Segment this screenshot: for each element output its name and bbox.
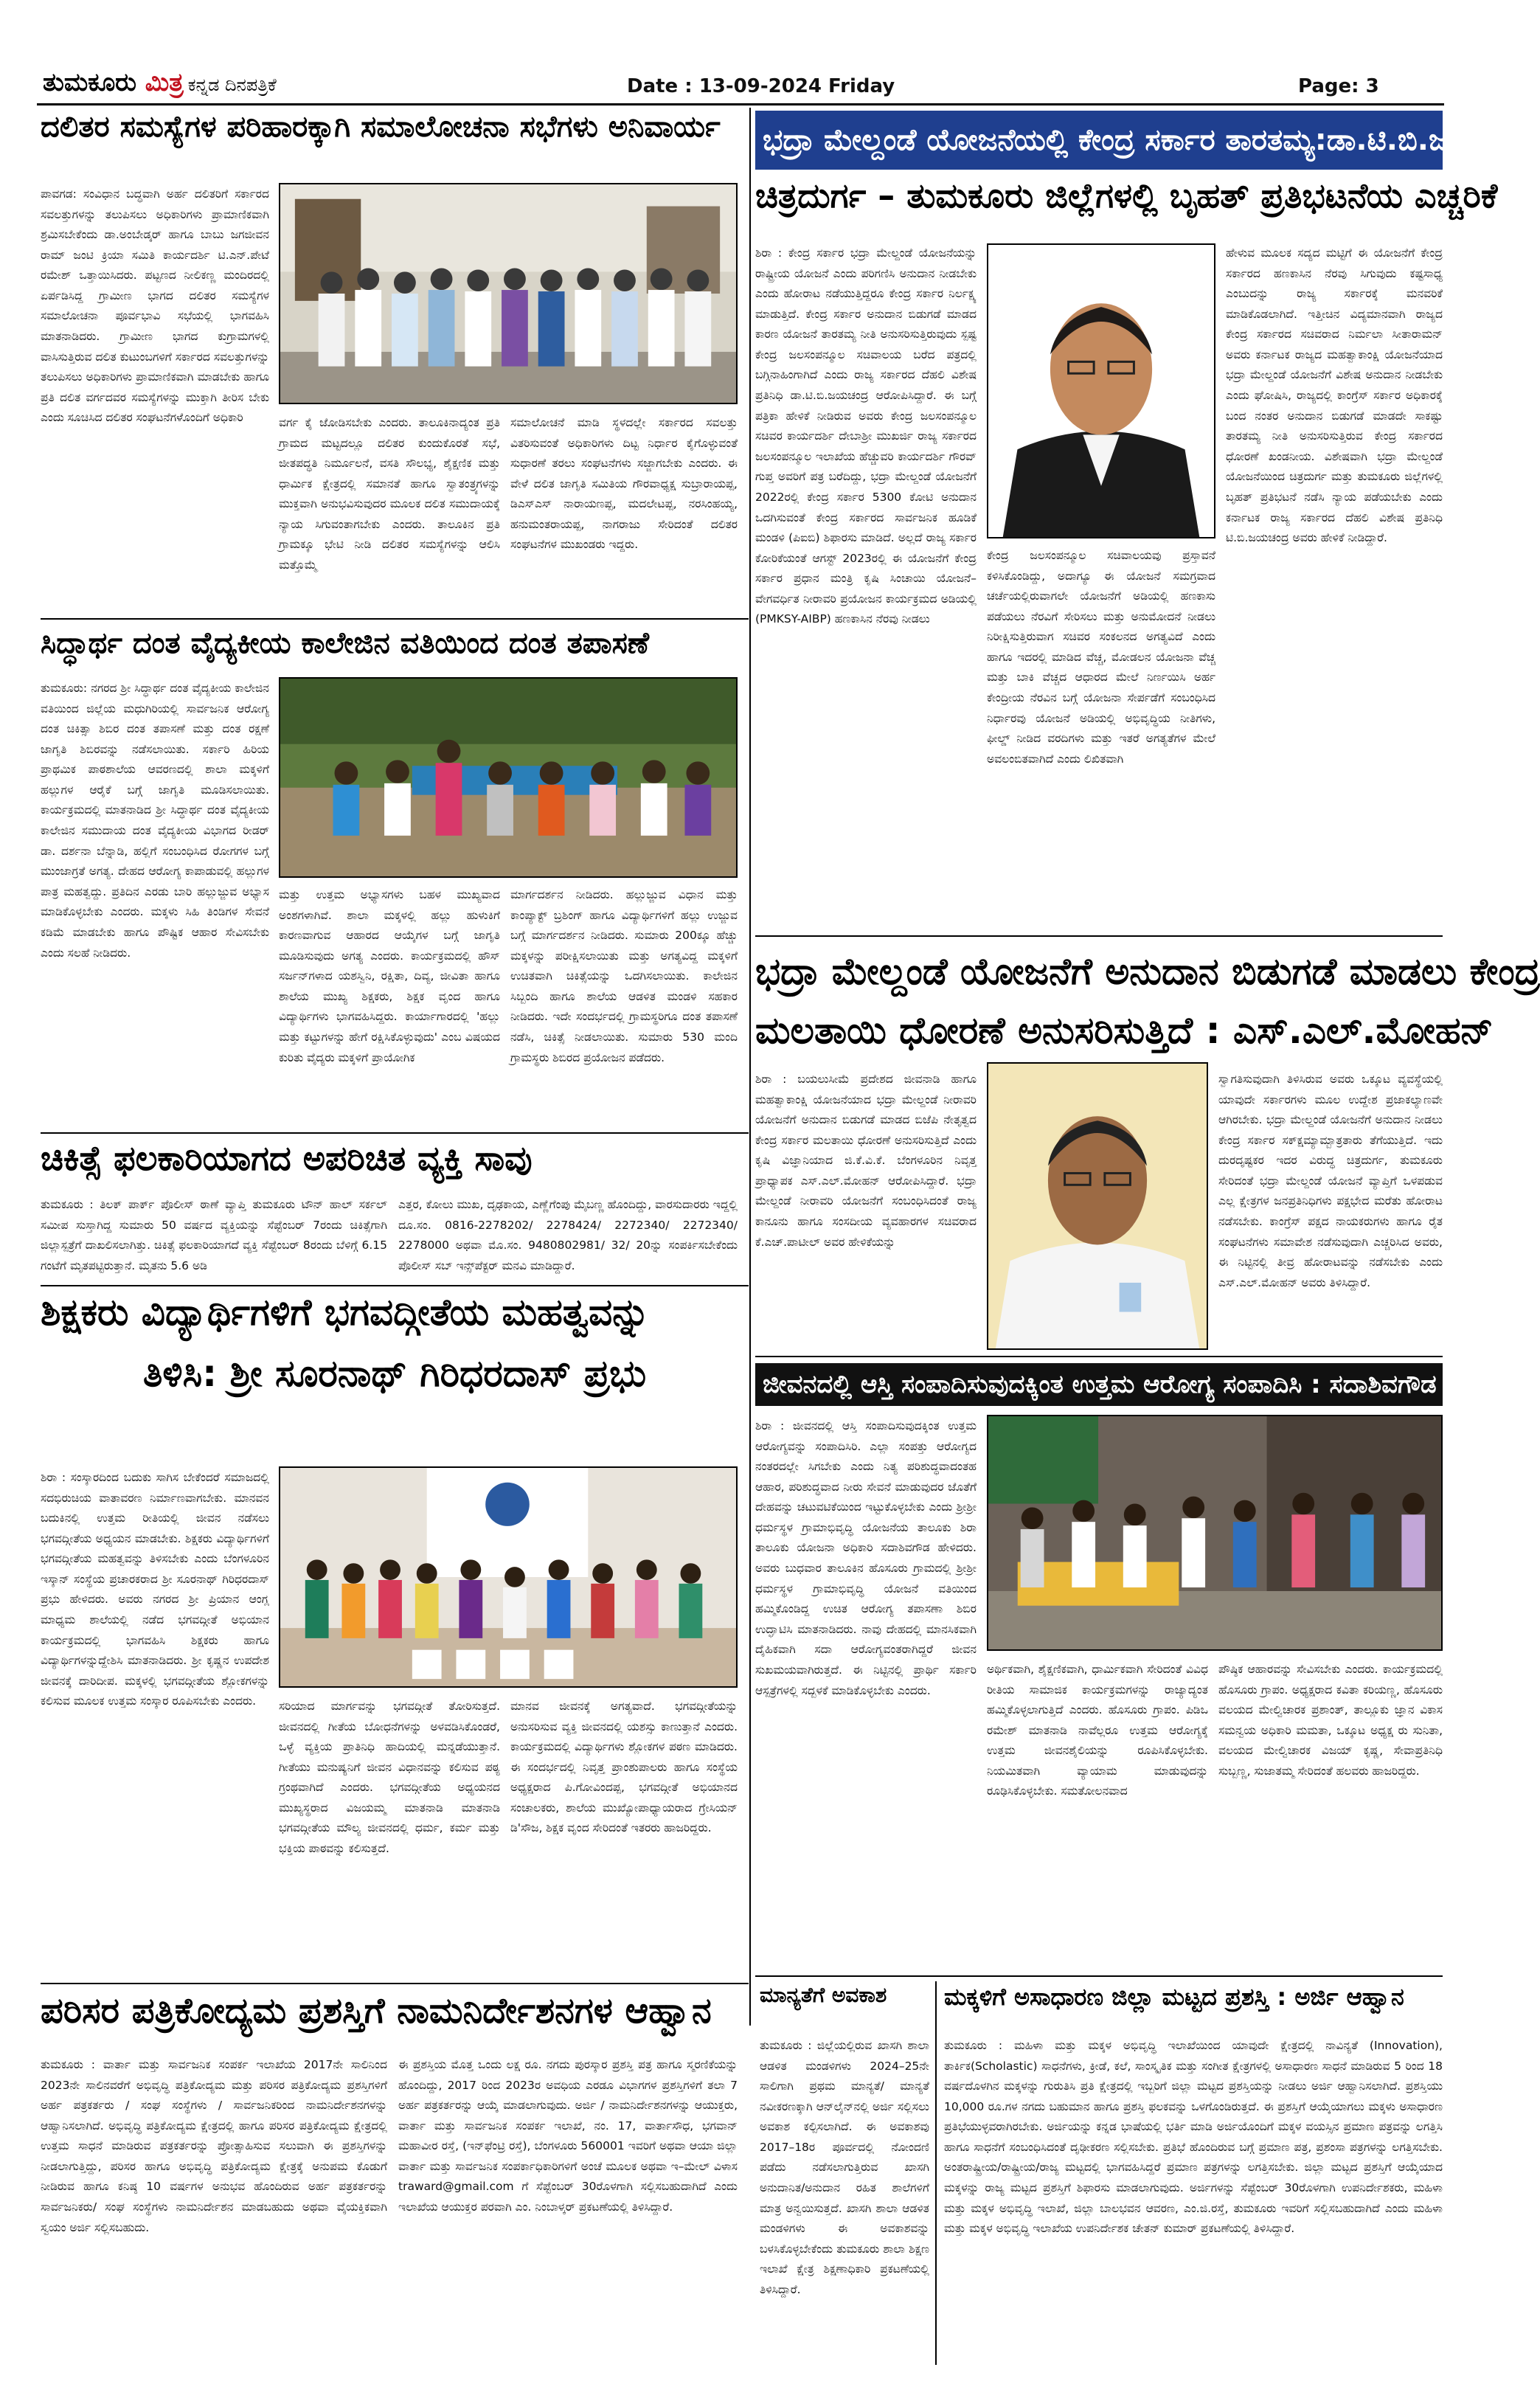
dalit-col1: ಪಾವಗಡ: ಸಂವಿಧಾನ ಬದ್ಧವಾಗಿ ಅರ್ಹ ದಲಿತರಿಗೆ ಸರ್ಕಾರದ ಸವಲತ್ತುಗಳನ್ನು ತಲುಪಿಸಲು ಅಧಿಕಾರಿಗಳು ಪ್ರಾಮಾಣಿಕವಾಗಿ ಶ್ರಮಿಸಬೇಕೆಂದು ಡಾ.ಅಂಬೇಡ್ಕರ್ ಹಾಗೂ ಬಾಬು ಜಗಜೀವನ ರಾಮ್ ಜಂಟಿ ಕ್ರಿಯಾ ಸಮಿತಿ ಕಾರ್ಯದರ್ಶಿ ಟಿ.ಎನ್.ಪೇಟೆ ರಮೇಶ್ ಒತ್ತಾಯಿಸಿದರು. ಪಟ್ಟಣದ ನೀಲಿಕಣ್ಣ ಮಂದಿರದಲ್ಲಿ ಏರ್ಪಡಿಸಿದ್ದ ಗ್ರಾಮೀಣ ಭಾಗದ ದಲಿತರ ಸಮಸ್ಯೆಗಳ ಸಮಾಲೋಚನಾ ಪೂರ್ವಭಾವಿ ಸಭೆಯಲ್ಲಿ ಭಾಗವಹಿಸಿ ಮಾತನಾಡಿದರು. ಗ್ರಾಮೀಣ ಭಾಗದ ಕುಗ್ರಾಮಗಳಲ್ಲಿ ವಾಸಿಸುತ್ತಿರುವ ದಲಿತ ಕುಟುಂಬಗಳಿಗೆ ಸರ್ಕಾರದ ಸವಲತ್ತುಗಳನ್ನು ತಲುಪಿಸಲು ಅಧಿಕಾರಿಗಳು ಪ್ರಾಮಾಣಿಕವಾಗಿ ಮಾಡಬೇಕು ಹಾಗೂ ಪ್ರತಿ ದಲಿತ ವರ್ಗದವರ ಸಮಸ್ಯೆಗಳನ್ನು ಮುಕ್ತಾಗಿ ತೀರಿಸ ಬೇಕು ಎಂದು ಸೂಚಿಸಿದ ದಲಿತರ ಸಂಘಟನೆಗಳೊಂದಿಗೆ ಅಧಿಕಾರಿ [41, 187, 269, 425]
gita-headline-line2: ತಿಳಿಸಿ: ಶ್ರೀ ಸೂರನಾಥ್ ಗಿರಿಧರದಾಸ್ ಪ್ರಭು [142, 1352, 647, 1395]
bhadra-top-kicker: ಭದ್ರಾ ಮೇಲ್ದಂಡೆ ಯೋಜನೆಯಲ್ಲಿ ಕೇಂದ್ರ ಸರ್ಕಾರ ತಾರತಮ್ಯ:ಡಾ.ಟಿ.ಬಿ.ಜಯಚಂದ್ರ [755, 111, 1443, 170]
death-col2: ಎತ್ತರ, ಕೋಲು ಮುಖ, ದೃಢಕಾಯ, ಎಣ್ಣೆಗೆಂಪು ಮೈಬಣ್ಣ ಹೊಂದಿದ್ದು, ವಾರಸುದಾರರು ಇದ್ದಲ್ಲಿ ದೂ.ಸಂ. 0816-2278202/ 2278424/ 2272340/ 2272340/ 2278000 ಅಥವಾ ಮೊ.ಸಂ. 9480802981/ 32/ 20ನ್ನು ಸಂಪರ್ಕಿಸಬೇಕೆಂದು ಪೊಲೀಸ್ ಸಬ್ ಇನ್ಸ್‌ಪೆಕ್ಟರ್ ಮನವಿ ಮಾಡಿದ್ದಾರೆ. [398, 1198, 738, 1272]
issue-date: Date : 13-09-2024 Friday [627, 75, 895, 97]
column-divider [749, 108, 751, 2026]
journalism-col2: ಈ ಪ್ರಶಸ್ತಿಯ ಮೊತ್ತ ಒಂದು ಲಕ್ಷ ರೂ. ನಗದು ಪುರಸ್ಕಾರ ಪ್ರಶಸ್ತಿ ಪತ್ರ ಹಾಗೂ ಸ್ಮರಣಿಕೆಯನ್ನು ಹೊಂದಿದ್ದು, 2017 ರಿಂದ 2023ರ ಅವಧಿಯ ಎರಡೂ ವಿಭಾಗಗಳ ಪ್ರಶಸ್ತಿಗಳಿಗೆ ತಲಾ 7 ಅರ್ಹ ಪತ್ರಕರ್ತರನ್ನು ಆಯ್ಕೆ ಮಾಡಲಾಗುವುದು. ಅರ್ಜಿ / ನಾಮನಿರ್ದೇಶನಗಳನ್ನು ಆಯುಕ್ತರು, ವಾರ್ತಾ ಮತ್ತು ಸಾರ್ವಜನಿಕ ಸಂಪರ್ಕ ಇಲಾಖೆ, ನಂ. 17, ವಾರ್ತಾಸೌಧ, ಭಗವಾನ್ ಮಹಾವೀರ ರಸ್ತೆ, (ಇನ್‌ಫೆಂಟ್ರಿ ರಸ್ತೆ), ಬೆಂಗಳೂರು 560001 ಇವರಿಗೆ ಅಥವಾ ಆಯಾ ಜಿಲ್ಲಾ ವಾರ್ತಾ ಮತ್ತು ಸಾರ್ವಜನಿಕ ಸಂಪರ್ಕಾಧಿಕಾರಿಗಳಿಗೆ ಅಂಚೆ ಮೂಲಕ ಅಥವಾ ಇ–ಮೇಲ್ ವಿಳಾಸ traward@gmail.com ಗೆ ಸೆಪ್ಟೆಂಬರ್ 30ರೊಳಗಾಗಿ ಸಲ್ಲಿಸಬಹುದಾಗಿದೆ ಎಂದು ಇಲಾಖೆಯ ಆಯುಕ್ತರ ಪರವಾಗಿ ಎಂ. ನಿಂಬಾಳ್ಕರ್ ಪ್ರಕಟಣೆಯಲ್ಲಿ ತಿಳಿಸಿದ್ದಾರೆ. [398, 2058, 738, 2214]
divider [41, 618, 749, 620]
bhadra-mid-col2: ಸ್ವಾಗತಿಸುವುದಾಗಿ ತಿಳಿಸಿರುವ ಅವರು ಒಕ್ಕೂಟ ವ್ಯವಸ್ಥೆಯಲ್ಲಿ ಯಾವುದೇ ಸರ್ಕಾರಗಳು ಮೂಲ ಉದ್ದೇಶ ಪ್ರಜಾಕಲ್ಯಾಣವೇ ಆಗಿರಬೇಕು. ಭದ್ರಾ ಮೇಲ್ದಂಡೆ ಯೋಜನೆಗೆ ಅನುದಾನ ನೀಡಲು ಕೇಂದ್ರ ಸರ್ಕಾರ ಸಕ್ಕ್ಷಮ್ಯಾಮ್ಬಾತ್ರತಾರು ತೆಗೆಯುತ್ತಿದೆ. ಇದು ದುರದೃಷ್ಟಕರ ಇದರ ವಿರುದ್ಧ ಚಿತ್ರದುರ್ಗ, ತುಮಕೂರು ಸೇರಿದಂತೆ ಭದ್ರಾ ಮೇಲ್ದಂಡೆ ಯೋಜನೆ ವ್ಯಾಪ್ತಿಗೆ ಒಳಪಡುವ ಎಲ್ಲ ಕ್ಷೇತ್ರಗಳ ಜನಪ್ರತಿನಿಧಿಗಳು ಪಕ್ಷಭೇದ ಮರೆತು ಹೋರಾಟ ನಡೆಸಬೇಕು. ಕಾಂಗ್ರೆಸ್ ಪಕ್ಷದ ನಾಯಕರುಗಳು ಹಾಗೂ ರೈತ ಸಂಘಟನೆಗಳು ಸಮಾವೇಶ ನಡೆಸುವುದಾಗಿ ಎಚ್ಚರಿಸಿದ ಅವರು, ಈ ನಿಟ್ಟಿನಲ್ಲಿ ತೀವ್ರ ಹೋರಾಟವನ್ನು ನಡೆಸಬೇಕು ಎಂದು ಎಸ್.ಎಲ್.ಮೋಹನ್ ಅವರು ತಿಳಿಸಿದ್ದಾರೆ. [1218, 1073, 1443, 1289]
journalism-col1: ತುಮಕೂರು : ವಾರ್ತಾ ಮತ್ತು ಸಾರ್ವಜನಿಕ ಸಂಪರ್ಕ ಇಲಾಖೆಯ 2017ನೇ ಸಾಲಿನಿಂದ 2023ನೇ ಸಾಲಿನವರೆಗೆ ಅಭಿವೃದ್ಧಿ ಪತ್ರಿಕೋದ್ಯಮ ಮತ್ತು ಪರಿಸರ ಪತ್ರಿಕೋದ್ಯಮ ಪ್ರಶಸ್ತಿಗಳಿಗೆ ಅರ್ಹ ಪತ್ರಕರ್ತರು / ಸಂಘ ಸಂಸ್ಥೆಗಳು / ಸಾರ್ವಜನಿಕರಿಂದ ನಾಮನಿರ್ದೇಶನಗಳನ್ನು ಆಹ್ವಾನಿಸಲಾಗಿದೆ. ಅಭಿವೃದ್ಧಿ ಪತ್ರಿಕೋದ್ಯಮ ಕ್ಷೇತ್ರದಲ್ಲಿ ಹಾಗೂ ಪರಿಸರ ಪತ್ರಿಕೋದ್ಯಮ ಕ್ಷೇತ್ರದಲ್ಲಿ ಉತ್ತಮ ಸಾಧನೆ ಮಾಡಿರುವ ಪತ್ರಕರ್ತರನ್ನು ಪ್ರೋತ್ಸಾಹಿಸುವ ಸಲುವಾಗಿ ಈ ಪ್ರಶಸ್ತಿಗಳನ್ನು ನೀಡಲಾಗುತ್ತಿದ್ದು, ಪರಿಸರ ಹಾಗೂ ಅಭಿವೃದ್ಧಿ ಪತ್ರಿಕೋದ್ಯಮ ಕ್ಷೇತ್ರಕ್ಕೆ ಅನುಪಮ ಕೊಡುಗೆ ನೀಡಿರುವ ಹಾಗೂ ಕನಿಷ್ಠ 10 ವರ್ಷಗಳ ಅನುಭವ ಹೊಂದಿರುವ ಅರ್ಹ ಪತ್ರಕರ್ತರನ್ನು ಸಾರ್ವಜನಿಕರು/ ಸಂಘ ಸಂಸ್ಥೆಗಳು ನಾಮನಿರ್ದೇಶನ ಮಾಡಬಹುದು ಅಥವಾ ವೈಯಕ್ತಿಕವಾಗಿ ಸ್ವಯಂ ಅರ್ಜಿ ಸಲ್ಲಿಸಬಹುದು. [41, 2058, 387, 2234]
divider [755, 1356, 1443, 1357]
dalit-col2: ವರ್ಗ ಕೈ ಜೋಡಿಸಬೇಕು ಎಂದರು. ತಾಲೂಕಿನಾದ್ಯಂತ ಪ್ರತಿ ಗ್ರಾಮದ ಮಟ್ಟದಲ್ಲೂ ದಲಿತರ ಕುಂದುಕೊರತೆ ಸಭೆ, ಜೀತಪದ್ಧತಿ ನಿರ್ಮೂಲನೆ, ವಸತಿ ಸೌಲಭ್ಯ, ಶೈಕ್ಷಣಿಕ ಮತ್ತು ಧಾರ್ಮಿಕ ಕ್ಷೇತ್ರದಲ್ಲಿ ಸಮಾನತೆ ಹಾಗೂ ಸ್ವಾತಂತ್ರ್ಯಗಳನ್ನು ಮುಕ್ತವಾಗಿ ಅನುಭವಿಸುವುದರ ಮೂಲಕ ದಲಿತ ಸಮುದಾಯಕ್ಕೆ ನ್ಯಾಯ ಸಿಗುವಂತಾಗಬೇಕು ಎಂದರು. ತಾಲೂಕಿನ ಪ್ರತಿ ಗ್ರಾಮಕ್ಕೂ ಭೇಟಿ ನೀಡಿ ದಲಿತರ ಸಮಸ್ಯೆಗಳನ್ನು ಆಲಿಸಿ ಮತ್ತೊಮ್ಮೆ [279, 416, 500, 572]
bhadra-mid-col1: ಶಿರಾ : ಬಯಲುಸೀಮೆ ಪ್ರದೇಶದ ಜೀವನಾಡಿ ಹಾಗೂ ಮಹತ್ವಾಕಾಂಕ್ಷಿ ಯೋಜನೆಯಾದ ಭದ್ರಾ ಮೇಲ್ದಂಡೆ ನೀರಾವರಿ ಯೋಜನೆಗೆ ಅನುದಾನ ಬಿಡುಗಡೆ ಮಾಡದ ಬಿಜೆಪಿ ನೇತೃತ್ವದ ಕೇಂದ್ರ ಸರ್ಕಾರ ಮಲತಾಯಿ ಧೋರಣೆ ಅನುಸರಿಸುತ್ತಿದೆ ಎಂದು ಕೃಷಿ ವಿಜ್ಞಾನಿಯಾದ ಜಿ.ಕೆ.ವಿ.ಕೆ. ಬೆಂಗಳೂರಿನ ನಿವೃತ್ತ ಪ್ರಾಧ್ಯಾಪಕ ಎಸ್.ಎಲ್.ಮೋಹನ್ ಆರೋಪಿಸಿದ್ದಾರೆ. ಭದ್ರಾ ಮೇಲ್ದಂಡೆ ನೀರಾವರಿ ಯೋಜನೆಗೆ ಸಂಬಂಧಿಸಿದಂತೆ ರಾಜ್ಯ ಕಾನೂನು ಹಾಗೂ ಸಂಸದೀಯ ವ್ಯವಹಾರಗಳ ಸಚಿವರಾದ ಕೆ.ಎಚ್.ಪಾಟೀಲ್ ಅವರ ಹೇಳಿಕೆಯನ್ನು [755, 1073, 977, 1249]
dalit-col3: ಸಮಾಲೋಚನೆ ಮಾಡಿ ಸ್ಥಳದಲ್ಲೇ ಸರ್ಕಾರದ ಸವಲತ್ತು ವಿತರಿಸುವಂತೆ ಅಧಿಕಾರಿಗಳು ದಿಟ್ಟ ನಿರ್ಧಾರ ಕೈಗೊಳ್ಳುವಂತೆ ಸುಧಾರಣೆ ತರಲು ಸಂಘಟನೆಗಳು ಸಜ್ಜಾಗಬೇಕು ಎಂದರು. ಈ ವೇಳೆ ದಲಿತ ಜಾಗೃತಿ ಸಮಿತಿಯ ಗೌರವಾಧ್ಯಕ್ಷ ಸುಬ್ರಾರಾಯಪ್ಪ, ಡಿಎಸ್ಎಸ್ ನಾರಾಯಣಪ್ಪ, ಮದಲೇಟಪ್ಪ, ನರಸಿಂಹಯ್ಯ, ಹನುಮಂತರಾಯಪ್ಪ, ನಾಗರಾಜು ಸೇರಿದಂತೆ ದಲಿತರ ಸಂಘಟನೆಗಳ ಮುಖಂಡರು ಇದ್ದರು. [510, 416, 738, 552]
award-headline: ಮಕ್ಕಳಿಗೆ ಅಸಾಧಾರಣ ಜಿಲ್ಲಾ ಮಟ್ಟದ ಪ್ರಶಸ್ತಿ : ಅರ್ಜಿ ಆಹ್ವಾನ [944, 1983, 1404, 2011]
dental-col3: ಮಾರ್ಗದರ್ಶನ ನೀಡಿದರು. ಹಲ್ಲುಜ್ಜುವ ವಿಧಾನ ಮತ್ತು ಕಾಂಪ್ಯಾಕ್ಟ್ ಬ್ರಶಿಂಗ್ ಹಾಗೂ ವಿದ್ಯಾರ್ಥಿಗಳಿಗೆ ಹಲ್ಲು ಉಜ್ಜುವ ಬಗ್ಗೆ ಮಾರ್ಗದರ್ಶನ ನೀಡಿದರು. ಸುಮಾರು 200ಕ್ಕೂ ಹೆಚ್ಚು ಮಕ್ಕಳನ್ನು ಪರೀಕ್ಷಿಸಲಾಯಿತು ಮತ್ತು ಅಗತ್ಯವಿದ್ದ ಮಕ್ಕಳಿಗೆ ಉಚಿತವಾಗಿ ಚಿಕಿತ್ಸೆಯನ್ನು ಒದಗಿಸಲಾಯಿತು. ಕಾಲೇಜಿನ ಸಿಬ್ಬಂದಿ ಹಾಗೂ ಶಾಲೆಯ ಆಡಳಿತ ಮಂಡಳಿ ಸಹಕಾರ ನೀಡಿದರು. ಇದೇ ಸಂದರ್ಭದಲ್ಲಿ ಗ್ರಾಮಸ್ಥರಿಗೂ ದಂತ ತಪಾಸಣೆ ನಡೆಸಿ, ಚಿಕಿತ್ಸೆ ನೀಡಲಾಯಿತು. ಸುಮಾರು 530 ಮಂದಿ ಗ್ರಾಮಸ್ಥರು ಶಿಬಿರದ ಪ್ರಯೋಜನ ಪಡೆದರು. [510, 888, 738, 1064]
health-camp-photo [987, 1415, 1443, 1651]
journalism-headline: ಪರಿಸರ ಪತ್ರಿಕೋದ್ಯಮ ಪ್ರಶಸ್ತಿಗೆ ನಾಮನಿರ್ದೇಶನಗಳ ಆಹ್ವಾನ [41, 1990, 712, 2031]
masthead-subtitle: ಕನ್ನಡ ದಿನಪತ್ರಿಕೆ [187, 75, 277, 95]
health-col2: ಅರ್ಥಿಕವಾಗಿ, ಶೈಕ್ಷಣಿಕವಾಗಿ, ಧಾರ್ಮಿಕವಾಗಿ ಸೇರಿದಂತೆ ವಿವಿಧ ರೀತಿಯ ಸಾಮಾಜಿಕ ಕಾರ್ಯಕ್ರಮಗಳನ್ನು ರಾಜ್ಯಾದ್ಯಂತ ಹಮ್ಮಿಕೊಳ್ಳಲಾಗುತ್ತಿದೆ ಎಂದರು. ಹೊಸೂರು ಗ್ರಾಪಂ. ಪಿಡಿಒ ರಮೇಶ್ ಮಾತನಾಡಿ ನಾವೆಲ್ಲರೂ ಉತ್ತಮ ಆರೋಗ್ಯಕ್ಕೆ ಉತ್ತಮ ಜೀವನಶೈಲಿಯನ್ನು ರೂಪಿಸಿಕೊಳ್ಳಬೇಕು. ನಿಯಮಿತವಾಗಿ ವ್ಯಾಯಾಮ ಮಾಡುವುದನ್ನು ರೂಢಿಸಿಕೊಳ್ಳಬೇಕು. ಸಮತೋಲನವಾದ [987, 1663, 1208, 1798]
dental-col2: ಮತ್ತು ಉತ್ತಮ ಅಭ್ಯಾಸಗಳು ಬಹಳ ಮುಖ್ಯವಾದ ಅಂಶಗಳಾಗಿವೆ. ಶಾಲಾ ಮಕ್ಕಳಲ್ಲಿ ಹಲ್ಲು ಹುಳುಕಿಗೆ ಕಾರಣವಾಗುವ ಆಹಾರದ ಆಯ್ಕೆಗಳ ಬಗ್ಗೆ ಜಾಗೃತಿ ಮೂಡಿಸುವುದು ಅಗತ್ಯ ಎಂದರು. ಕಾರ್ಯಕ್ರಮದಲ್ಲಿ ಹೌಸ್ ಸರ್ಜನ್‌ಗಳಾದ ಯಶಸ್ವಿನಿ, ರಕ್ಷಿತಾ, ದಿವ್ಯ, ಜೀವಿತಾ ಹಾಗೂ ಶಾಲೆಯ ಮುಖ್ಯ ಶಿಕ್ಷಕರು, ಶಿಕ್ಷಕ ವೃಂದ ಹಾಗೂ ವಿದ್ಯಾರ್ಥಿಗಳು ಭಾಗವಹಿಸಿದ್ದರು. ಕಾರ್ಯಾಗಾರದಲ್ಲಿ 'ಹಲ್ಲು ಮತ್ತು ಕಟ್ಟುಗಳನ್ನು ಹೇಗೆ ರಕ್ಷಿಸಿಕೊಳ್ಳುವುದು' ಎಂಬ ವಿಷಯದ ಕುರಿತು ವೈದ್ಯರು ಮಕ್ಕಳಿಗೆ ಪ್ರಾಯೋಗಿಕ [279, 888, 500, 1064]
page-number: Page: 3 [1298, 75, 1379, 97]
gita-col3: ಮಾನವ ಜೀವನಕ್ಕೆ ಅಗತ್ಯವಾದೆ. ಭಗವದ್ಗೀತೆಯನ್ನು ಅನುಸರಿಸುವ ವ್ಯಕ್ತಿ ಜೀವನದಲ್ಲಿ ಯಶಸ್ಸು ಕಾಣುತ್ತಾನೆ ಎಂದರು. ಕಾರ್ಯಕ್ರಮದಲ್ಲಿ ವಿದ್ಯಾರ್ಥಿಗಳು ಶ್ಲೋಕಗಳ ಪಠಣ ಮಾಡಿದರು. ಈ ಸಂದರ್ಭದಲ್ಲಿ ನಿವೃತ್ತ ಪ್ರಾಂಶುಪಾಲರು ಹಾಗೂ ಸಂಸ್ಥೆಯ ಅಧ್ಯಕ್ಷರಾದ ಪಿ.ಗೋವಿಂದಪ್ಪ, ಭಗವದ್ಗೀತೆ ಅಭಿಯಾನದ ಸಂಚಾಲಕರು, ಶಾಲೆಯ ಮುಖ್ಯೋಪಾಧ್ಯಾಯರಾದ ಗ್ರೇಸಿಯನ್ ಡಿ'ಸೌಜ, ಶಿಕ್ಷಕ ವೃಂದ ಸೇರಿದಂತೆ ಇತರರು ಹಾಜರಿದ್ದರು. [510, 1700, 738, 1835]
masthead-name-a: ತುಮಕೂರು [43, 68, 145, 97]
health-col3: ಪೌಷ್ಠಿಕ ಆಹಾರವನ್ನು ಸೇವಿಸಬೇಕು ಎಂದರು. ಕಾರ್ಯಕ್ರಮದಲ್ಲಿ ಹೊಸೂರು ಗ್ರಾಪಂ. ಅಧ್ಯಕ್ಷರಾದ ಕವಿತಾ ಕರಿಯಣ್ಣ, ಹೊಸೂರು ವಲಯದ ಮೇಲ್ವಿಚಾರಕ ಪ್ರಶಾಂತ್, ತಾಲ್ಲೂಕು ಜ್ಞಾನ ವಿಕಾಸ ಸಮನ್ವಯ ಅಧಿಕಾರಿ ಮಮತಾ, ಒಕ್ಕೂಟ ಅಧ್ಯಕ್ಷ ರು ಸುನಿತಾ, ವಲಯದ ಮೇಲ್ವಿಚಾರಕ ವಿಜಯ್ ಕೃಷ್ಣ, ಸೇವಾಪ್ರತಿನಿಧಿ ಸುಬ್ಬಣ್ಣ, ಸುಜಾತಮ್ಮ ಸೇರಿದಂತೆ ಹಲವರು ಹಾಜರಿದ್ದರು. [1218, 1663, 1443, 1778]
bhadra-top-col3: ಹೇಳುವ ಮೂಲಕ ಸದ್ಯದ ಮಟ್ಟಿಗೆ ಈ ಯೋಜನೆಗೆ ಕೇಂದ್ರ ಸರ್ಕಾರದ ಹಣಕಾಸಿನ ನೆರವು ಸಿಗುವುದು ಕಷ್ಟಸಾಧ್ಯ ಎಂಬುದನ್ನು ರಾಜ್ಯ ಸರ್ಕಾರಕ್ಕೆ ಮನವರಿಕೆ ಮಾಡಿಕೊಡಲಾಗಿದೆ. ಇತ್ತೀಚಿನ ವಿದ್ಯಮಾನವಾಗಿ ರಾಜ್ಯದ ಕೇಂದ್ರ ಸರ್ಕಾರದ ಸಚಿವರಾದ ನಿರ್ಮಲಾ ಸೀತಾರಾಮನ್ ಅವರು ಕರ್ನಾಟಕ ರಾಜ್ಯದ ಮಹತ್ವಾಕಾಂಕ್ಷಿ ಯೋಜನೆಯಾದ ಭದ್ರಾ ಮೇಲ್ದಂಡೆ ಯೋಜನೆಗೆ ವಿಶೇಷ ಅನುದಾನ ನೀಡಬೇಕು ಎಂದು ಘೋಷಿಸಿ, ರಾಜ್ಯದಲ್ಲಿ ಕಾಂಗ್ರೆಸ್ ಸರ್ಕಾರ ಅಧಿಕಾರಕ್ಕೆ ಬಂದ ನಂತರ ಅನುದಾನ ಬಿಡುಗಡೆ ಮಾಡದೇ ಸಾಕಷ್ಟು ತಾರತಮ್ಯ ನೀತಿ ಅನುಸರಿಸುತ್ತಿರುವ ಕೇಂದ್ರ ಸರ್ಕಾರದ ಧೋರಣೆ ಖಂಡನೀಯ. ವಿಶೇಷವಾಗಿ ಭದ್ರಾ ಮೇಲ್ದಂಡೆ ಯೋಜನೆಯಿಂದ ಚಿತ್ರದುರ್ಗ ಮತ್ತು ತುಮಕೂರು ಜಿಲ್ಲೆಗಳಲ್ಲಿ ಬೃಹತ್ ಪ್ರತಿಭಟನೆ ನಡೆಸಿ ನ್ಯಾಯ ಪಡೆಯಬೇಕು ಎಂದು ಕರ್ನಾಟಕ ರಾಜ್ಯ ಸರ್ಕಾರದ ದೆಹಲಿ ವಿಶೇಷ ಪ್ರತಿನಿಧಿ ಟಿ.ಬಿ.ಜಯಚಂದ್ರ ಅವರು ಹೇಳಿಕೆ ನೀಡಿದ್ದಾರೆ. [1226, 246, 1443, 545]
dalit-meeting-photo [279, 183, 738, 404]
gita-event-photo [279, 1466, 738, 1688]
dalit-headline: ದಲಿತರ ಸಮಸ್ಯೆಗಳ ಪರಿಹಾರಕ್ಕಾಗಿ ಸಮಾಲೋಚನಾ ಸಭೆಗಳು ಅನಿವಾರ್ಯ [41, 110, 721, 144]
bhadra-mid-headline-line1: ಭದ್ರಾ ಮೇಲ್ದಂಡೆ ಯೋಜನೆಗೆ ಅನುದಾನ ಬಿಡುಗಡೆ ಮಾಡಲು ಕೇಂದ್ರ [755, 950, 1540, 993]
bhadra-top-col1: ಶಿರಾ : ಕೇಂದ್ರ ಸರ್ಕಾರ ಭದ್ರಾ ಮೇಲ್ದಂಡೆ ಯೋಜನೆಯನ್ನು ರಾಷ್ಟ್ರೀಯ ಯೋಜನೆ ಎಂದು ಪರಿಗಣಿಸಿ ಅನುದಾನ ನೀಡಬೇಕು ಎಂದು ಹೋರಾಟ ನಡೆಯುತ್ತಿದ್ದರೂ ಕೇಂದ್ರ ಸರ್ಕಾರ ನಿರ್ಲಕ್ಷ್ಯ ಮಾಡುತ್ತಿದೆ. ಕೇಂದ್ರ ಸರ್ಕಾರ ಅನುದಾನ ಬಿಡುಗಡೆ ಮಾಡದ ಕಾರಣ ಯೋಜನೆ ತಾರತಮ್ಯ ನೀತಿ ಅನುಸರಿಸುತ್ತಿರುವುದು ಸ್ಪಷ್ಟ ಕೇಂದ್ರ ಜಲಸಂಪನ್ಮೂಲ ಸಚಿವಾಲಯ ಬರೆದ ಪತ್ರದಲ್ಲಿ ಬಗ್ಗಿನಾಹಿಂಗಾಗಿದೆ ಎಂದು ರಾಜ್ಯ ಸರ್ಕಾರದ ದೆಹಲಿ ವಿಶೇಷ ಪ್ರತಿನಿಧಿ ಡಾ.ಟಿ.ಬಿ.ಜಯಚಂದ್ರ ಆರೋಪಿಸಿದ್ದಾರೆ. ಈ ಬಗ್ಗೆ ಪತ್ರಿಕಾ ಹೇಳಿಕೆ ನೀಡಿರುವ ಅವರು ಕೇಂದ್ರ ಜಲಸಂಪನ್ಮೂಲ ಸಚಿವರ ಕಾರ್ಯದರ್ಶಿ ದೇಬಾಶ್ರೀ ಮುಖರ್ಜಿ ರಾಜ್ಯ ಸರ್ಕಾರದ ಜಲಸಂಪನ್ಮೂಲ ಇಲಾಖೆಯ ಹೆಚ್ಚುವರಿ ಕಾರ್ಯದರ್ಶಿ ಗೌರವ್ ಗುಪ್ತ ಅವರಿಗೆ ಪತ್ರ ಬರೆದಿದ್ದು, ಭದ್ರಾ ಮೇಲ್ದಂಡೆ ಯೋಜನೆಗೆ 2022ರಲ್ಲಿ ಕೇಂದ್ರ ಸರ್ಕಾರ 5300 ಕೋಟಿ ಅನುದಾನ ಒದಗಿಸುವಂತೆ ಕೇಂದ್ರ ಸರ್ಕಾರದ ಸಾರ್ವಜನಿಕ ಹೂಡಿಕೆ ಮಂಡಳಿ (ಪಿಐಬಿ) ಶಿಫಾರಸು ಮಾಡಿದೆ. ಅಲ್ಲದೆ ರಾಜ್ಯ ಸರ್ಕಾರ ಕೋರಿಕೆಯಂತೆ ಆಗಸ್ಟ್ 2023ರಲ್ಲಿ ಈ ಯೋಜನೆಗೆ ಕೇಂದ್ರ ಸರ್ಕಾರ ಪ್ರಧಾನ ಮಂತ್ರಿ ಕೃಷಿ ಸಿಂಚಾಯಿ ಯೋಜನೆ–ವೇಗವರ್ಧಿತ ನೀರಾವರಿ ಪ್ರಯೋಜನ ಕಾರ್ಯಕ್ರಮದ ಅಡಿಯಲ್ಲಿ (PMKSY-AIBP) ಹಣಕಾಸಿನ ನೆರವು ನೀಡಲು [755, 246, 977, 626]
masthead-logo [43, 68, 277, 97]
jayachandra-portrait [987, 243, 1215, 538]
death-headline: ಚಿಕಿತ್ಸೆ ಫಲಕಾರಿಯಾಗದ ಅಪರಿಚಿತ ವ್ಯಕ್ತಿ ಸಾವು [41, 1138, 533, 1178]
divider [755, 1975, 1443, 1977]
gita-col2: ಸರಿಯಾದ ಮಾರ್ಗವನ್ನು ಭಗವದ್ಗೀತೆ ತೋರಿಸುತ್ತದೆ. ಜೀವನದಲ್ಲಿ ಗೀತೆಯ ಬೋಧನೆಗಳನ್ನು ಅಳವಡಿಸಿಕೊಂಡರೆ, ಒಳ್ಳೆ ವ್ಯಕ್ತಿಯ ಪ್ರಾತಿನಿಧಿ ಹಾದಿಯಲ್ಲಿ ಮನ್ನಡೆಯುತ್ತಾನೆ. ಗೀತೆಯು ಮನುಷ್ಯನಿಗೆ ಜೀವನ ವಿಧಾನವನ್ನು ಕಲಿಸುವ ಪಠ್ಯ ಗ್ರಂಥವಾಗಿದೆ ಎಂದರು. ಭಗವದ್ಗೀತೆಯ ಅಧ್ಯಯನದ ಮುಖ್ಯಸ್ಥರಾದ ವಿಜಯಮ್ಮ ಮಾತನಾಡಿ ಮಾತನಾಡಿ ಭಗವದ್ಗೀತೆಯ ಮೌಲ್ಯ ಜೀವನದಲ್ಲಿ ಧರ್ಮ, ಕರ್ಮ ಮತ್ತು ಭಕ್ತಿಯ ಪಾಠವನ್ನು ಕಲಿಸುತ್ತದೆ. [279, 1700, 500, 1856]
health-headline: ಜೀವನದಲ್ಲಿ ಆಸ್ತಿ ಸಂಪಾದಿಸುವುದಕ್ಕಿಂತ ಉತ್ತಮ ಆರೋಗ್ಯ ಸಂಪಾದಿಸಿ : ಸದಾಶಿವಗೌಡ [755, 1363, 1443, 1406]
bhadra-mid-headline-line2: ಮಲತಾಯಿ ಧೋರಣೆ ಅನುಸರಿಸುತ್ತಿದೆ : ಎಸ್.ಎಲ್.ಮೋಹನ್ [755, 1009, 1494, 1052]
masthead-name-b: ಮಿತ್ರ [145, 68, 184, 97]
divider [755, 935, 1443, 937]
column-divider [935, 1981, 937, 2365]
dental-headline: ಸಿದ್ಧಾರ್ಥ ದಂತ ವೈದ್ಯಕೀಯ ಕಾಲೇಜಿನ ವತಿಯಿಂದ ದಂತ ತಪಾಸಣೆ [41, 626, 649, 660]
dental-camp-photo [279, 677, 738, 878]
dental-col1: ತುಮಕೂರು: ನಗರದ ಶ್ರೀ ಸಿದ್ಧಾರ್ಥ ದಂತ ವೈದ್ಯಕೀಯ ಕಾಲೇಜಿನ ವತಿಯಿಂದ ಜಿಲ್ಲೆಯ ಮಧುಗಿರಿಯಲ್ಲಿ ಸಾರ್ವಜನಿಕ ಆರೋಗ್ಯ ದಂತ ಚಿಕಿತ್ಸಾ ಶಿಬಿರ ದಂತ ತಪಾಸಣೆ ಮತ್ತು ದಂತ ರಕ್ಷಣೆ ಜಾಗೃತಿ ಶಿಬಿರವನ್ನು ನಡೆಸಲಾಯಿತು. ಸರ್ಕಾರಿ ಹಿರಿಯ ಪ್ರಾಥಮಿಕ ಪಾಠಶಾಲೆಯ ಆವರಣದಲ್ಲಿ ಶಾಲಾ ಮಕ್ಕಳಿಗೆ ಹಲ್ಲುಗಳ ಆರೈಕೆ ಬಗ್ಗೆ ಜಾಗೃತಿ ಮೂಡಿಸಲಾಯಿತು. ಕಾರ್ಯಕ್ರಮದಲ್ಲಿ ಮಾತನಾಡಿದ ಶ್ರೀ ಸಿದ್ಧಾರ್ಥ ದಂತ ವೈದ್ಯಕೀಯ ಕಾಲೇಜಿನ ಸಮುದಾಯ ದಂತ ವೈದ್ಯಕೀಯ ವಿಭಾಗದ ರೀಡರ್ ಡಾ. ದರ್ಶನಾ ಬೆನ್ನಾಡಿ, ಹಲ್ಲಿಗೆ ಸಂಬಂಧಿಸಿದ ರೋಗಗಳ ಬಗ್ಗೆ ಮುಂಜಾಗ್ರತೆ ಅಗತ್ಯ. ದೇಹದ ಆರೋಗ್ಯ ಕಾಪಾಡುವಲ್ಲಿ ಹಲ್ಲುಗಳ ಪಾತ್ರ ಮಹತ್ವದ್ದು. ಪ್ರತಿದಿನ ಎರಡು ಬಾರಿ ಹಲ್ಲುಜ್ಜುವ ಅಭ್ಯಾಸ ಮಾಡಿಕೊಳ್ಳಬೇಕು ಎಂದರು. ಮಕ್ಕಳು ಸಿಹಿ ತಿಂಡಿಗಳ ಸೇವನೆ ಕಡಿಮೆ ಮಾಡಬೇಕು ಹಾಗೂ ಪೌಷ್ಟಿಕ ಆಹಾರ ಸೇವಿಸಬೇಕು ಎಂದು ಸಲಹೆ ನೀಡಿದರು. [41, 682, 269, 960]
health-col1: ಶಿರಾ : ಜೀವನದಲ್ಲಿ ಆಸ್ತಿ ಸಂಪಾದಿಸುವುದಕ್ಕಿಂತ ಉತ್ತಮ ಆರೋಗ್ಯವನ್ನು ಸಂಪಾದಿಸಿರಿ. ಎಲ್ಲಾ ಸಂಪತ್ತು ಆರೋಗ್ಯದ ನಂತರದಲ್ಲೇ ಸಿಗಬೇಕು ಎಂದು ನಿತ್ಯ ಪರಿಶುದ್ಧವಾದಂತಹ ಆಹಾರ, ಪರಿಶುದ್ಧವಾದ ನೀರು ಸೇವನೆ ಮಾಡುವುದರ ಜೊತೆಗೆ ದೇಹವನ್ನು ಚಟುವಟಿಕೆಯಿಂದ ಇಟ್ಟುಕೊಳ್ಳಬೇಕು ಎಂದು ಶ್ರೀಶ್ರೀ ಧರ್ಮಸ್ಥಳ ಗ್ರಾಮಾಭಿವೃದ್ಧಿ ಯೋಜನೆಯ ತಾಲೂಕು ಶಿರಾ ತಾಲೂಕು ಯೋಜನಾ ಅಧಿಕಾರಿ ಸದಾಶಿವಗೌಡ ಹೇಳಿದರು. ಅವರು ಬುಧವಾರ ತಾಲೂಕಿನ ಹೊಸೂರು ಗ್ರಾಮದಲ್ಲಿ ಶ್ರೀಶ್ರೀ ಧರ್ಮಸ್ಥಳ ಗ್ರಾಮಾಭಿವೃದ್ಧಿ ಯೋಜನೆ ವತಿಯಿಂದ ಹಮ್ಮಿಕೊಂಡಿದ್ದ ಉಚಿತ ಆರೋಗ್ಯ ತಪಾಸಣಾ ಶಿಬಿರ ಉದ್ಘಾಟಿಸಿ ಮಾತನಾಡಿದರು. ನಾವು ದೇಹದಲ್ಲಿ ಮಾನಸಿಕವಾಗಿ ದೈಹಿಕವಾಗಿ ಸದಾ ಆರೋಗ್ಯವಂತರಾಗಿದ್ದರೆ ಜೀವನ ಸುಖಮಯವಾಗಿರುತ್ತದೆ. ಈ ನಿಟ್ಟಿನಲ್ಲಿ ಪ್ರಾರ್ಥಿ ಸರ್ಕಾರಿ ಆಸ್ಪತ್ರೆಗಳಲ್ಲಿ ಸದ್ಬಳಕೆ ಮಾಡಿಕೊಳ್ಳಬೇಕು ಎಂದರು. [755, 1419, 977, 1697]
mohan-portrait [987, 1062, 1208, 1350]
award-body: ತುಮಕೂರು : ಮಹಿಳಾ ಮತ್ತು ಮಕ್ಕಳ ಅಭಿವೃದ್ಧಿ ಇಲಾಖೆಯಿಂದ ಯಾವುದೇ ಕ್ಷೇತ್ರದಲ್ಲಿ ನಾವಿನ್ಯತೆ (Innovation), ತಾರ್ಕಿಕ(Scholastic) ಸಾಧನೆಗಳು, ಕ್ರೀಡೆ, ಕಲೆ, ಸಾಂಸ್ಕೃತಿಕ ಮತ್ತು ಸಂಗೀತ ಕ್ಷೇತ್ರಗಳಲ್ಲಿ ಅಸಾಧಾರಣ ಸಾಧನೆ ಮಾಡಿರುವ 5 ರಿಂದ 18 ವರ್ಷದೊಳಗಿನ ಮಕ್ಕಳನ್ನು ಗುರುತಿಸಿ ಪ್ರತಿ ಕ್ಷೇತ್ರದಲ್ಲಿ ಇಬ್ಬರಿಗೆ ಜಿಲ್ಲಾ ಮಟ್ಟದ ಪ್ರಶಸ್ತಿಯನ್ನು ನೀಡಲು ಅರ್ಜಿ ಆಹ್ವಾನಿಸಲಾಗಿದೆ. ಪ್ರಶಸ್ತಿಯು 10,000 ರೂ.ಗಳ ನಗದು ಬಹುಮಾನ ಹಾಗೂ ಪ್ರಶಸ್ತಿ ಫಲಕವನ್ನು ಒಳಗೊಂಡಿರುತ್ತದೆ. ಈ ಪ್ರಶಸ್ತಿಗೆ ಆಯ್ಕೆಯಾಗಲು ಮಕ್ಕಳು ಅಸಾಧಾರಣ ಪ್ರತಿಭೆಯುಳ್ಳವರಾಗಿರಬೇಕು. ಅರ್ಜಿಯನ್ನು ಕನ್ನಡ ಭಾಷೆಯಲ್ಲಿ ಭರ್ತಿ ಮಾಡಿ ಅರ್ಜಿಯೊಂದಿಗೆ ಮಕ್ಕಳ ವಯಸ್ಸಿನ ಪ್ರಮಾಣ ಪತ್ರವನ್ನು ಲಗತ್ತಿಸಿ ಹಾಗೂ ಸಾಧನೆಗೆ ಸಂಬಂಧಿಸಿದಂತೆ ದೃಢೀಕರಣ ಸಲ್ಲಿಸಬೇಕು. ಪ್ರತಿಭೆ ಹೊಂದಿರುವ ಬಗ್ಗೆ ಪ್ರಮಾಣ ಪತ್ರ, ಪ್ರಶಂಸಾ ಪತ್ರಗಳನ್ನು ಲಗತ್ತಿಸಬೇಕು. ಅಂತರಾಷ್ಟ್ರೀಯ/ರಾಷ್ಟ್ರೀಯ/ರಾಜ್ಯ ಮಟ್ಟದಲ್ಲಿ ಭಾಗವಹಿಸಿದ್ದರೆ ಪ್ರಮಾಣ ಪತ್ರಗಳನ್ನು ಲಗತ್ತಿಸಬೇಕು. ಜಿಲ್ಲಾ ಮಟ್ಟದ ಪ್ರಶಸ್ತಿಗೆ ಆಯ್ಕೆಯಾದ ಮಕ್ಕಳನ್ನು ರಾಜ್ಯ ಮಟ್ಟದ ಪ್ರಶಸ್ತಿಗೆ ಶಿಫಾರಸು ಮಾಡಲಾಗುವುದು. ಅರ್ಜಿಗಳನ್ನು ಸೆಪ್ಟೆಂಬರ್ 30ರೊಳಗಾಗಿ ಉಪನಿರ್ದೇಶಕರು, ಮಹಿಳಾ ಮತ್ತು ಮಕ್ಕಳ ಅಭಿವೃದ್ಧಿ ಇಲಾಖೆ, ಜಿಲ್ಲಾ ಬಾಲಭವನ ಆವರಣ, ಎಂ.ಜಿ.ರಸ್ತೆ, ತುಮಕೂರು ಇವರಿಗೆ ಸಲ್ಲಿಸಬಹುದಾಗಿದೆ ಎಂದು ಮಹಿಳಾ ಮತ್ತು ಮಕ್ಕಳ ಅಭಿವೃದ್ಧಿ ಇಲಾಖೆಯ ಉಪನಿರ್ದೇಶಕ ಚೇತನ್ ಕುಮಾರ್ ಪ್ರಕಟಣೆಯಲ್ಲಿ ತಿಳಿಸಿದ್ದಾರೆ. [944, 2039, 1443, 2236]
opportunity-headline: ಮಾನ್ಯತೆಗೆ ಅವಕಾಶ [760, 1983, 887, 2007]
divider [41, 1983, 749, 1984]
bhadra-top-col2: ಕೇಂದ್ರ ಜಲಸಂಪನ್ಮೂಲ ಸಚಿವಾಲಯವು ಪ್ರಸ್ತಾವನೆ ಕಳಿಸಿಕೊಂಡಿದ್ದು, ಅದಾಗ್ಯೂ ಈ ಯೋಜನೆ ಸಮಗ್ರವಾದ ಚರ್ಚೆಯಲ್ಲಿರುವಾಗಲೇ ಯೋಜನೆಗೆ ಅಡಿಯಲ್ಲಿ ಹಣಕಾಸು ಪಡೆಯಲು ನೆರವಿಗೆ ಸೇರಿಸಲು ಮತ್ತು ಅನುಮೋದನೆ ನೀಡಲು ನಿರೀಕ್ಷಿಸುತ್ತಿರುವಾಗ ಸಚಿವರ ಸಂಕಲನದ ಅಗತ್ಯವಿದೆ ಎಂದು ಹಾಗೂ ಇದರಲ್ಲಿ ಮಾಡಿದ ವೆಚ್ಚ, ಮೋಡಲನ ಯೋಜನಾ ವೆಚ್ಚ ಮತ್ತು ಬಾಕಿ ವೆಚ್ಚದ ಆಧಾರದ ಮೇಲೆ ನಿರ್ಣಯಿಸಿ ಅರ್ಹ ಕೇಂದ್ರೀಯ ನೆರವಿನ ಬಗ್ಗೆ ಯೋಜನಾ ಸೇರ್ಪಡೆಗೆ ಸಂಬಂಧಿಸಿದ ನಿರ್ಧಾರವು ಯೋಜನೆ ಅಡಿಯಲ್ಲಿ ಅಭಿವೃದ್ಧಿಯ ನೀತಿಗಳು, ಫೀಲ್ಡ್ ನೀಡಿದ ವರದಿಗಳು ಮತ್ತು ಇತರೆ ಅಗತ್ಯತೆಗಳ ಮೇಲೆ ಅವಲಂಬಿತವಾಗಿದೆ ಎಂದು ಲಿಖಿತವಾಗಿ [987, 549, 1215, 766]
divider [41, 1285, 749, 1286]
death-col1: ತುಮಕೂರು : ತಿಲಕ್ ಪಾರ್ಕ್ ಪೊಲೀಸ್ ಠಾಣೆ ವ್ಯಾಪ್ತಿ ತುಮಕೂರು ಟೌನ್ ಹಾಲ್ ಸರ್ಕಲ್ ಸಮೀಪ ಸುಸ್ತಾಗಿದ್ದ ಸುಮಾರು 50 ವರ್ಷದ ವ್ಯಕ್ತಿಯನ್ನು ಸೆಪ್ಟೆಂಬರ್ 7ರಂದು ಚಿಕಿತ್ಸೆಗಾಗಿ ಜಿಲ್ಲಾಸ್ಪತ್ರೆಗೆ ದಾಖಲಿಸಲಾಗಿತ್ತು. ಚಿಕಿತ್ಸೆ ಫಲಕಾರಿಯಾಗದೆ ವ್ಯಕ್ತಿ ಸೆಪ್ಟೆಂಬರ್ 8ರಂದು ಬೆಳಿಗ್ಗೆ 6.15 ಗಂಟೆಗೆ ಮೃತಪಟ್ಟಿರುತ್ತಾನೆ. ಮೃತನು 5.6 ಅಡಿ [41, 1198, 387, 1272]
gita-col1: ಶಿರಾ : ಸಂಸ್ಕಾರದಿಂದ ಬದುಕು ಸಾಗಿಸ ಬೇಕೆಂದರೆ ಸಮಾಜದಲ್ಲಿ ಸದಭಿರುಚಿಯ ವಾತಾವರಣ ನಿರ್ಮಾಣವಾಗಬೇಕು. ಮಾನವನ ಬದುಕಿನಲ್ಲಿ ಉತ್ತಮ ರೀತಿಯಲ್ಲಿ ಜೀವನ ನಡೆಸಲು ಭಗವದ್ಗೀತೆಯ ಅಧ್ಯಯನ ಮಾಡಬೇಕು. ಶಿಕ್ಷಕರು ವಿದ್ಯಾರ್ಥಿಗಳಿಗೆ ಭಗವದ್ಗೀತೆಯ ಮಹತ್ವವನ್ನು ತಿಳಿಸಬೇಕು ಎಂದು ಬೆಂಗಳೂರಿನ ಇಸ್ಕಾನ್ ಸಂಸ್ಥೆಯ ಪ್ರಚಾರಕರಾದ ಶ್ರೀ ಸೂರನಾಥ್ ಗಿರಿಧರದಾಸ್ ಪ್ರಭು ಹೇಳಿದರು. ಅವರು ನಗರದ ಶ್ರೀ ಪ್ರಿಯಾನ ಆಂಗ್ಲ ಮಾಧ್ಯಮ ಶಾಲೆಯಲ್ಲಿ ನಡೆದ ಭಗವದ್ಗೀತೆ ಅಭಿಯಾನ ಕಾರ್ಯಕ್ರಮದಲ್ಲಿ ಭಾಗವಹಿಸಿ ಶಿಕ್ಷಕರು ಹಾಗೂ ವಿದ್ಯಾರ್ಥಿಗಳನ್ನುದ್ದೇಶಿಸಿ ಮಾತನಾಡಿದರು. ಶ್ರೀ ಕೃಷ್ಣನ ಉಪದೇಶ ಜೀವನಕ್ಕೆ ದಾರಿದೀಪ. ಮಕ್ಕಳಲ್ಲಿ ಭಗವದ್ಗೀತೆಯ ಶ್ಲೋಕಗಳನ್ನು ಕಲಿಸುವ ಮೂಲಕ ಉತ್ತಮ ಸಂಸ್ಕಾರ ರೂಪಿಸಬೇಕು ಎಂದರು. [41, 1471, 269, 1708]
divider [41, 1132, 749, 1134]
masthead-rule [37, 103, 1444, 105]
opportunity-body: ತುಮಕೂರು : ಜಿಲ್ಲೆಯಲ್ಲಿರುವ ಖಾಸಗಿ ಶಾಲಾ ಆಡಳಿತ ಮಂಡಳಿಗಳು 2024–25ನೇ ಸಾಲಿಗಾಗಿ ಪ್ರಥಮ ಮಾನ್ಯತೆ/ ಮಾನ್ಯತೆ ನವೀಕರಣಕ್ಕಾಗಿ ಆನ್‌ಲೈನ್‌ನಲ್ಲಿ ಅರ್ಜಿ ಸಲ್ಲಿಸಲು ಅವಕಾಶ ಕಲ್ಪಿಸಲಾಗಿದೆ. ಈ ಅವಕಾಶವು 2017–18ರ ಪೂರ್ವದಲ್ಲಿ ನೋಂದಣಿ ಪಡೆದು ನಡೆಸಲಾಗುತ್ತಿರುವ ಖಾಸಗಿ ಅನುದಾನಿತ/ಅನುದಾನ ರಹಿತ ಶಾಲೆಗಳಿಗೆ ಮಾತ್ರ ಅನ್ವಯಿಸುತ್ತದೆ. ಖಾಸಗಿ ಶಾಲಾ ಆಡಳಿತ ಮಂಡಳಿಗಳು ಈ ಅವಕಾಶವನ್ನು ಬಳಸಿಕೊಳ್ಳಬೇಕೆಂದು ತುಮಕೂರು ಶಾಲಾ ಶಿಕ್ಷಣ ಇಲಾಖೆ ಕ್ಷೇತ್ರ ಶಿಕ್ಷಣಾಧಿಕಾರಿ ಪ್ರಕಟಣೆಯಲ್ಲಿ ತಿಳಿಸಿದ್ದಾರೆ. [760, 2039, 929, 2296]
gita-headline-line1: ಶಿಕ್ಷಕರು ವಿದ್ಯಾರ್ಥಿಗಳಿಗೆ ಭಗವದ್ಗೀತೆಯ ಮಹತ್ವವನ್ನು [41, 1291, 650, 1334]
bhadra-top-headline: ಚಿತ್ರದುರ್ಗ – ತುಮಕೂರು ಜಿಲ್ಲೆಗಳಲ್ಲಿ ಬೃಹತ್ ಪ್ರತಿಭಟನೆಯ ಎಚ್ಚರಿಕೆ [755, 176, 1498, 215]
